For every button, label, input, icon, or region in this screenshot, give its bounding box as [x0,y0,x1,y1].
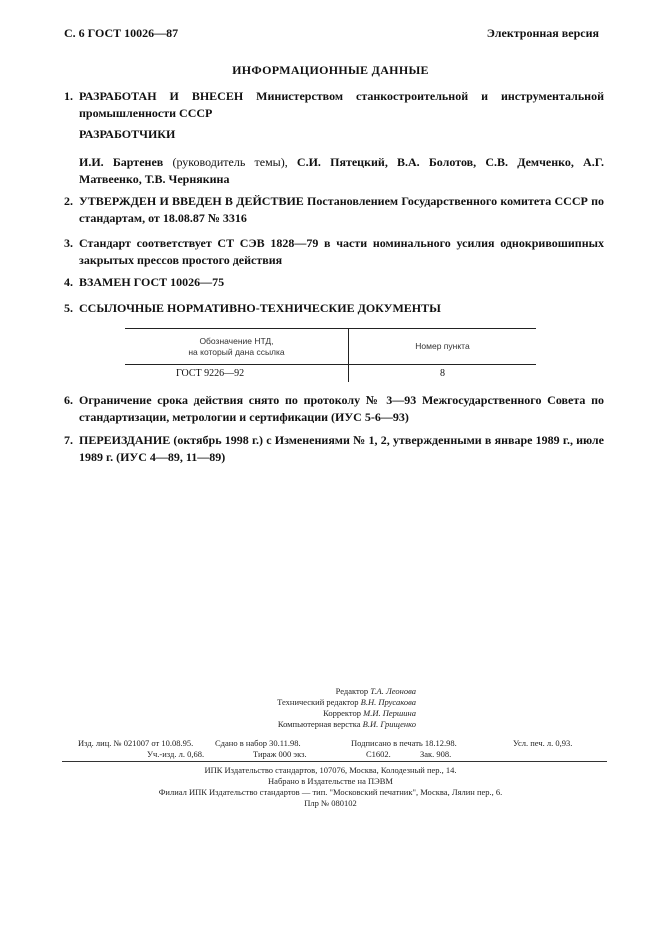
credit-role: Редактор [335,686,369,696]
col-header-document [125,329,349,365]
references-table [125,328,536,382]
table-row [125,365,536,383]
item-7 [64,432,604,466]
cell-document: ГОСТ 9226—92 [125,365,349,383]
footer-line: Набрано в Издательстве на ПЭВМ [268,776,393,786]
header-right: Электронная версия [486,26,599,40]
header-left: С. 6 ГОСТ 10026—87 [64,26,179,40]
footer-line: Филиал ИПК Издательство стандартов — тип. "Московский печатник", Москва, Лялин пер., 6. [158,787,503,797]
credit-role: Технический редактор [277,697,359,707]
imprint-code: С1602. [366,749,391,759]
item-text: ПЕРЕИЗДАНИЕ (октябрь 1998 г.) с Изменениями № 1, 2, утвержденными в январе 1989 г., июле 1989 г. (ИУС 4—89, 11—89) [79,433,604,464]
footer-line: Плр № 080102 [304,798,357,808]
credit-role: Компьютерная верстка [277,719,361,729]
col-header-line: на который дана ссылка [188,346,285,357]
credits-block [0,686,416,730]
item-1 [64,88,604,122]
credit-line [0,697,416,708]
imprint-edit-sheets: Уч.-изд. л. 0,68. [147,749,205,759]
item-6 [64,392,604,426]
item-number: 5. [64,301,73,315]
footer-divider [62,761,607,762]
credit-name: В.И. Грищенко [362,719,416,729]
item-number: 6. [64,393,73,407]
item-number: 1. [64,89,73,103]
developers-others: С.И. Пятецкий, В.А. Болотов, С.В. Демченко, А.Г. Матвеенко, Т.В. Чернякина [79,155,604,186]
item-number: 4. [64,275,73,289]
credit-name: М.И. Першина [363,708,416,718]
developers-heading: РАЗРАБОТЧИКИ [79,127,176,141]
table-header-row [125,329,536,365]
page-title: ИНФОРМАЦИОННЫЕ ДАННЫЕ [232,63,429,77]
item-text: Ограничение срока действия снято по протоколу № 3—93 Межгосударственного Совета по стандартизации, метрологии и сертификации (ИУС 5-6—93) [79,393,604,424]
cell-item: 8 [440,368,445,379]
developers-list [79,154,604,188]
item-text: ВЗАМЕН ГОСТ 10026—75 [79,275,225,289]
imprint-license: Изд. лиц. № 021007 от 10.08.95. [78,738,194,748]
item-number: 3. [64,236,73,250]
item-5 [64,300,604,317]
item-number: 7. [64,433,73,447]
footer-line: ИПК Издательство стандартов, 107076, Москва, Колодезный пер., 14. [204,765,457,775]
item-4 [64,274,604,291]
col-header-line: Обозначение НТД, [199,335,274,346]
credit-name: Т.А. Леонова [370,686,416,696]
developer-lead: И.И. Бартенев [79,155,164,169]
item-text: РАЗРАБОТАН И ВНЕСЕН Министерством станкостроительной и инструментальной промышленности СССР [79,89,604,120]
credit-line [0,708,416,719]
imprint-signed: Подписано в печать 18.12.98. [351,738,457,748]
item-text: ССЫЛОЧНЫЕ НОРМАТИВНО-ТЕХНИЧЕСКИЕ ДОКУМЕНТЫ [79,301,441,315]
credit-role: Корректор [323,708,361,718]
col-header-item: Номер пункта [349,329,537,365]
imprint-run: Тираж 000 экз. [253,749,307,759]
item-2 [64,193,604,227]
item-number: 2. [64,194,73,208]
item-text: Стандарт соответствует СТ СЭВ 1828—79 в части номинального усилия однокривошипных закрытых прессов простого действия [79,236,604,267]
item-3 [64,235,604,269]
footer-block [0,765,661,809]
developer-lead-role: (руководитель темы), [163,155,297,169]
imprint-print-sheets: Усл. печ. л. 0,93. [513,738,573,748]
credit-line [0,686,416,697]
imprint-sent: Сдано в набор 30.11.98. [215,738,301,748]
credit-line [0,719,416,730]
imprint-order: Зак. 908. [420,749,452,759]
credit-name: В.Н. Прусакова [360,697,416,707]
item-text: УТВЕРЖДЕН И ВВЕДЕН В ДЕЙСТВИЕ Постановлением Государственного комитета СССР по стандартам, от 18.08.87 № 3316 [79,194,604,225]
